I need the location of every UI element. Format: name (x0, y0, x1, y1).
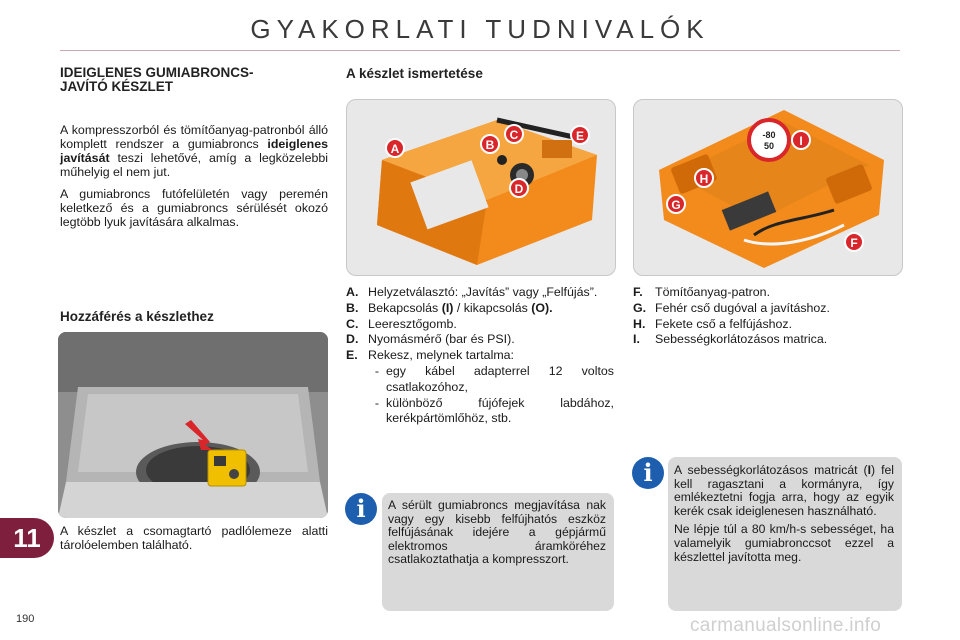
callout-b (481, 135, 499, 153)
callout-c (505, 125, 523, 143)
legend-item-d (346, 332, 614, 348)
legend-subtext: egy kábel adapterrel 12 voltos csatlakozóhoz, (386, 363, 614, 394)
kit-heading: A készlet ismertetése (346, 66, 483, 81)
info-right-p1-start: A sebességkorlátozásos matricát ( (674, 463, 868, 477)
intro-paragraph-2: A gumiabroncs futófelületén vagy peremén keletkező és a gumiabroncs sérülését okozó legtöbb lyuk javítására alkalmas. (60, 187, 328, 229)
kit-top-illustration (346, 99, 616, 276)
legend-text: Tömítőanyag-patron. (655, 285, 771, 299)
legend-b-on: (I) (441, 300, 454, 315)
info-box-left (382, 493, 614, 611)
info-icon: i (632, 457, 664, 489)
legend-key: A. (346, 285, 359, 299)
info-box-right (668, 457, 902, 611)
page-number: 190 (16, 613, 35, 625)
legend-key: D. (346, 332, 359, 347)
intro-paragraph-1 (60, 123, 328, 179)
callout-f (845, 233, 863, 251)
speed-sticker (749, 120, 789, 160)
info-icon: i (345, 493, 377, 525)
kit-bottom-illustration (633, 99, 903, 276)
svg-text:E: E (575, 129, 585, 143)
svg-text:50: 50 (763, 141, 775, 151)
legend-key: H. (633, 316, 646, 331)
callout-g (667, 195, 685, 213)
legend-item-b (346, 301, 614, 317)
legend-text: Helyzetválasztó: „Javítás” vagy „Felfújás”. (368, 285, 598, 299)
callout-i (792, 131, 810, 149)
intro-p1-start: A kompresszorból és tömítőanyag-patronból álló komplett rendszer a gumiabroncs (60, 123, 328, 151)
intro-p1-end: teszi lehetővé, amíg a legközelebbi műhelyig el nem jut. (60, 151, 328, 179)
legend-item-c (346, 317, 614, 333)
svg-text:H: H (699, 172, 709, 186)
info-right-paragraph-1 (674, 464, 894, 518)
legend-item-h (633, 317, 903, 333)
legend-subitem (346, 396, 614, 428)
legend-item-a (346, 285, 614, 301)
legend-text: Sebességkorlátozásos matrica. (655, 332, 828, 347)
legend-key: E. (346, 348, 358, 363)
legend-subitem (346, 364, 614, 396)
dash: - (374, 395, 380, 410)
legend-subtext: különböző fújófejek labdához, kerékpártömlőhöz, stb. (386, 395, 614, 426)
svg-text:F: F (850, 236, 858, 250)
section-heading-line2: JAVÍTÓ KÉSZLET (60, 79, 174, 94)
legend-b-pre: Bekapcsolás (368, 300, 442, 315)
intro-p1-bold: ideiglenes javítását (60, 137, 328, 165)
kit-top-svg (347, 100, 615, 275)
legend-text: Fekete cső a felfújáshoz. (655, 316, 793, 331)
legend-b-off: (O). (531, 300, 553, 315)
section-heading-line1: IDEIGLENES GUMIABRONCS- (60, 65, 254, 80)
legend-right (633, 285, 903, 348)
callout-e (571, 126, 589, 144)
svg-text:C: C (509, 128, 519, 142)
legend-text: Leeresztőgomb. (368, 316, 457, 331)
legend-item-f (633, 285, 903, 301)
legend-item-g (633, 301, 903, 317)
info-right-p1-end: ) fel kell ragasztani a kormányra, így emlékeztetni fogja arra, hogy az egyik kerék csak ideiglenesen használható. (674, 463, 894, 518)
info-text-right (674, 464, 894, 569)
svg-text:A: A (390, 142, 400, 156)
svg-text:I: I (799, 134, 803, 148)
legend-item-i (633, 332, 903, 348)
legend-text: Rekesz, melynek tartalma: (368, 348, 514, 363)
legend-key: B. (346, 300, 359, 315)
trunk-svg (58, 332, 328, 518)
info-right-paragraph-2: Ne lépje túl a 80 km/h-s sebességet, ha valamelyik gumiabronccsot ezzel a készlettel javította meg. (674, 522, 894, 564)
legend-left (346, 285, 614, 427)
info-text-left: A sérült gumiabroncs megjavítása nak vagy egy kisebb felfújhatós eszköz felfújásának idejére a gépjármű elektromos áramköréhez csatlakoztathatja a kompresszort. (388, 498, 606, 567)
page-title: GYAKORLATI TUDNIVALÓK (250, 14, 710, 44)
legend-text: Nyomásmérő (bar és PSI). (368, 332, 515, 347)
legend-key: G. (633, 300, 647, 315)
legend-text: Fehér cső dugóval a javításhoz. (655, 300, 830, 315)
kit-bottom-svg (634, 100, 902, 275)
svg-text:G: G (671, 198, 681, 212)
info-right-p1-bold: I (867, 463, 871, 477)
svg-text:-80: -80 (762, 130, 776, 140)
callout-h (695, 169, 713, 187)
chapter-tab: 11 (0, 518, 54, 558)
legend-key: F. (633, 285, 643, 299)
intro-text (60, 123, 328, 237)
legend-key: C. (346, 316, 359, 331)
callout-d (510, 179, 528, 197)
trunk-illustration (58, 332, 328, 518)
header-divider (60, 50, 900, 51)
trunk-text: A készlet a csomagtartó padlólemeze alatti tárolóelemben található. (60, 524, 328, 552)
svg-text:B: B (485, 138, 495, 152)
legend-text (368, 301, 614, 317)
callout-a (386, 139, 404, 157)
dash: - (374, 363, 380, 378)
legend-item-e (346, 348, 614, 364)
access-heading: Hozzáférés a készlethez (60, 309, 214, 324)
svg-text:D: D (514, 182, 524, 196)
legend-key: I. (633, 332, 640, 347)
section-heading (60, 66, 320, 94)
legend-b-mid: / kikapcsolás (453, 300, 532, 315)
watermark: carmanualsonline.info (690, 615, 882, 636)
